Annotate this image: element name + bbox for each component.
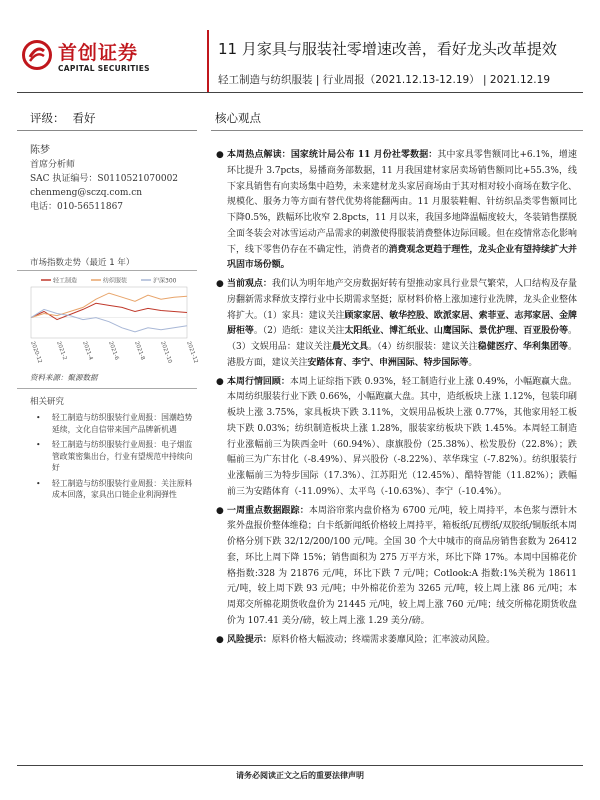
header-rule	[17, 92, 583, 93]
analyst-sac: SAC 执证编号：S0110521070002	[30, 174, 179, 184]
core-rule	[211, 130, 583, 131]
related-item[interactable]	[30, 478, 195, 501]
para-text: 本周浴帘浆内盘价格为 6700 元/吨，较上周持平，本色浆与漂针木浆外盘报价整体维稳；白卡纸新闻纸价格较上周持平，箱板纸/瓦楞纸/双胶纸/铜版纸本周价格分别下跌 32/12/200/100 元/吨。全国 30 个大中城市的商品房销售套数为 26412 套，环比上周下降 15%；销售面积为 275 万平方米，环比下降 17%。本周中国棉花价格指数:328 为 21876 元/吨，环比下跌 7 元/吨；Cotlook:A 指数:1%关税为 18611 元/吨，较上周下跌 93 元/吨；中外棉花价差为 3265 元/吨，较上周上涨 86 元/吨；本周郑交所棉花期货收盘价为 21445 元/吨，较上周上涨 760 元/吨；绒交所棉花期货收盘价为 107.41 美分/磅，较上周上涨 1.29 美分/磅。	[227, 505, 577, 626]
x-tick-label: 2021-2	[55, 340, 68, 361]
bullet-icon: •	[36, 413, 41, 422]
x-tick-label: 2020-12	[29, 340, 43, 365]
para-text: 。（4）纺织服装：建议关注	[368, 342, 478, 352]
rating	[30, 110, 96, 126]
legend-label: 沪深300	[153, 277, 177, 285]
x-tick-label: 2021-6	[107, 340, 120, 361]
para-text: 原料价格大幅波动；终端需求萎靡风险；汇率波动风险。	[271, 634, 496, 645]
para-subheading: 国家统计局公布 11 月份社零数据：	[290, 150, 438, 160]
footer-disclaimer: 请务必阅读正文之后的重要法律声明	[236, 770, 364, 780]
logo-chinese-name: 首创证券	[58, 42, 139, 64]
core-paragraph-hotspot	[215, 148, 577, 274]
para-heading: 一周重点数据跟踪：	[227, 505, 309, 516]
para-text: 。（2）造纸：建议关注	[253, 326, 345, 337]
para-text: 其中家具零售额同比+6.1%，增速环比提升 3.7pcts，易播商务部数据，11 月我国建材家居卖场销售额同比+55.3%，线下家具销售有向卖场集中趋势，未来建材龙头家居商场由于其对相对较小商场在数字化、规模化、服务力等方面有替代优势将能翻两由。11 月服装鞋帽、针纺织品类零售额同比下降0.5%，跌幅环比收窄 2.8pcts，11 月以来，我国多地降温幅度较大，冬装销售摆脱全面冬装会对冰雪运动产品需求的刺激使得服装消费整体边际回暖。但在疫情常态化影响下，线下零售仍存在不确定性，消费者的	[227, 150, 577, 255]
para-text: 。（3）文娱用品：建议关注	[227, 326, 577, 352]
report-title: 11 月家具与服装社零增速改善，看好龙头改革提效	[218, 40, 557, 58]
bullet-icon: ●	[216, 376, 224, 387]
para-emphasis: 稳健医疗、华利集团等	[477, 342, 569, 352]
x-tick-label: 2021-4	[81, 340, 94, 361]
series-line-2	[31, 309, 187, 332]
related-item-text: 轻工制造与纺织服装行业周报：国潮趋势延续，文化自信带来国产品牌新机遇	[52, 413, 193, 434]
bullet-icon: ●	[216, 279, 224, 289]
x-tick-label: 2021-10	[159, 340, 173, 365]
footer-rule	[17, 765, 583, 766]
chart-title: 市场指数走势（最近 1 年）	[30, 258, 135, 268]
para-heading: 当前观点：	[227, 279, 272, 289]
rating-value: 看好	[72, 111, 96, 125]
bullet-icon: ●	[216, 150, 224, 160]
bullet-icon: •	[36, 478, 41, 488]
analyst-phone: 电话：010-56511867	[30, 202, 124, 212]
core-paragraph-view	[215, 277, 577, 372]
para-text: 本周上证综指下跌 0.93%，轻工制造行业上涨 0.49%，小幅跑赢大盘。本周纺织服装行业下跌 0.66%，小幅跑赢大盘。其中，造纸板块上涨 1.12%，包装印刷板块上涨 3.75%，家具板块下跌 3.11%，文娱用品板块上涨 0.77%，其他家用轻工板块下跌 0.03%；纺织制造板块上涨 1.28%，服装家纺板块下跌 1.45%。本周轻工制造行业涨幅前三为陕西金叶（60.94%）、康旗股份（25.38%）、松发股份（22.8%）；跌幅前三为广东甘化（-8.49%）、昇兴股份（-8.22%）、萃华珠宝（-7.82%）。纺织服装行业涨幅前三为特步国际（17.3%）、江苏阳光（12.45%）、酷特智能（11.82%）；跌幅前三为安踏体育（-11.09%）、太平鸟（-10.63%）、李宁（-10.4%）。	[227, 376, 577, 497]
para-emphasis: 晨光文具	[332, 342, 369, 352]
para-emphasis: 顾家家居、敏华控股、欧派家居、索菲亚、志邦家居、金牌厨柜等	[227, 310, 577, 337]
related-list	[30, 412, 195, 505]
report-subtitle: 轻工制造与纺织服装 | 行业周报（2021.12.13-12.19） | 2021.12.19	[218, 74, 551, 86]
related-item[interactable]	[30, 439, 195, 474]
para-heading: 风险提示：	[227, 634, 272, 645]
para-emphasis: 消费观念更趋于理性，龙头企业有望持续扩大并巩固市场份额。	[227, 244, 577, 271]
legend-label: 纺织服装	[103, 277, 128, 285]
core-paragraph-data	[215, 504, 577, 630]
analyst-name: 陈梦	[30, 145, 50, 156]
market-index-chart	[25, 273, 199, 368]
core-paragraph-risk	[215, 633, 577, 649]
analyst-role: 首席分析师	[30, 160, 76, 170]
para-heading: 本周行情回顾：	[227, 376, 290, 387]
header-divider	[207, 30, 209, 92]
capital-securities-logo-icon	[22, 40, 52, 70]
para-text: 我们认为明年地产交房数据好转有望推动家具行业景气繁荣，人口结构及存量房翻新需求释放支撑行业中长期需求坚挺；原材料价格上涨加速行业洗牌，龙头企业整体将扩大。（1）家具：建议关注	[227, 279, 577, 321]
related-item-text: 轻工制造与纺织服装行业周报：关注原料成本回落，家具出口链企业利润弹性	[52, 478, 193, 499]
x-tick-label: 2021-12	[185, 340, 199, 365]
para-text: 。	[468, 357, 478, 368]
rating-label: 评级：	[30, 111, 65, 125]
series-line-0	[31, 303, 187, 319]
para-emphasis: 太阳纸业、博汇纸业、山鹰国际、景优护理、百亚股份等	[344, 326, 569, 337]
logo-english-name: CAPITAL SECURITIES	[58, 64, 150, 73]
analyst-email[interactable]: chenmeng@sczq.com.cn	[30, 188, 143, 198]
related-title: 相关研究	[30, 397, 65, 407]
x-tick-label: 2021-8	[133, 340, 146, 361]
related-rule	[17, 388, 197, 389]
core-paragraph-market	[215, 375, 577, 501]
bullet-icon: ●	[216, 634, 224, 645]
para-text: 。港股方面，建议关注	[227, 342, 577, 368]
para-emphasis: 安踏体育、李宁、申洲国际、特步国际等	[307, 357, 469, 368]
analyst-info	[30, 144, 178, 214]
bullet-icon: •	[36, 440, 41, 449]
para-heading: 本周热点解读：	[227, 150, 291, 160]
related-item-text: 轻工制造与纺织服装行业周报：电子烟监管政策密集出台，行业有望规范中持续向好	[52, 440, 193, 472]
chart-source: 资料来源：聚源数据	[30, 373, 98, 382]
left-rule	[17, 130, 197, 131]
legend-label: 轻工制造	[53, 277, 78, 285]
core-title: 核心观点	[215, 111, 261, 125]
bullet-icon: ●	[216, 505, 224, 516]
chart-rule	[17, 270, 197, 271]
core-content	[215, 148, 577, 651]
company-logo	[22, 38, 207, 78]
related-item[interactable]	[30, 412, 195, 435]
